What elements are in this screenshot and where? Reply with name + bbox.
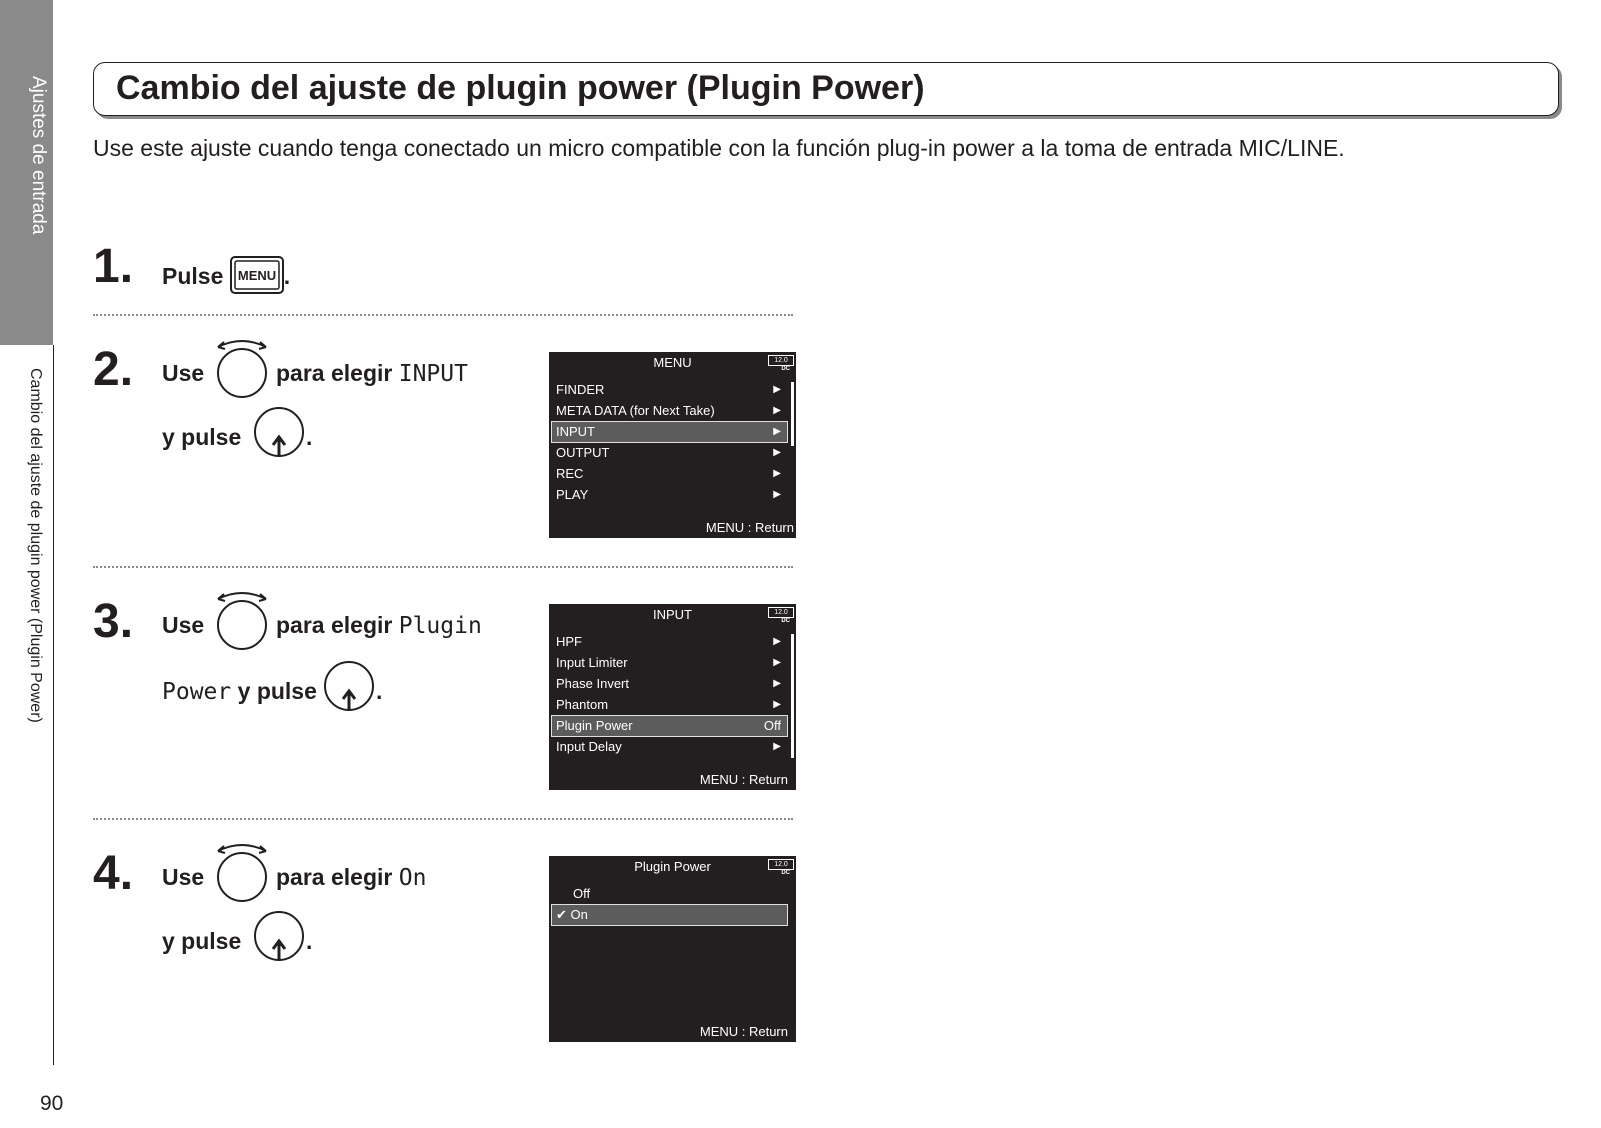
menu-item-plugin-power: Plugin Power Off — [552, 716, 787, 736]
menu-item-finder: FINDER ▶ — [552, 380, 787, 400]
page-title-box — [93, 62, 1559, 116]
dc-label: DC — [781, 366, 790, 372]
step-4-end: . — [306, 928, 313, 954]
chevron-right-icon: ▶ — [773, 489, 781, 500]
chevron-right-icon: ▶ — [773, 447, 781, 458]
step-2-line-2 — [162, 424, 241, 451]
device-screen-plugin-power — [549, 856, 796, 1042]
chevron-right-icon: ▶ — [773, 468, 781, 479]
step-2-line-1b — [276, 360, 468, 387]
chevron-right-icon: ▶ — [773, 636, 781, 647]
menu-item-input: INPUT ▶ — [552, 422, 787, 442]
menu-item-phantom: Phantom ▶ — [552, 695, 787, 715]
chevron-right-icon: ▶ — [773, 405, 781, 416]
section-label: Cambio del ajuste de plugin power (Plugin Power) — [27, 368, 44, 723]
menu-item-meta-data: META DATA (for Next Take) ▶ — [552, 401, 787, 421]
page-title: Cambio del ajuste de plugin power (Plugin Power) — [116, 69, 925, 107]
menu-item-input-delay: Input Delay ▶ — [552, 737, 787, 757]
page-number: 90 — [40, 1092, 64, 1115]
battery-icon: 12.0 — [768, 355, 794, 366]
chevron-right-icon: ▶ — [773, 678, 781, 689]
scrollbar — [791, 382, 794, 446]
step-1-instruction — [162, 256, 290, 300]
step-3-use: Use — [162, 612, 205, 638]
step-3-target: Plugin — [398, 613, 482, 639]
step-2-end: . — [306, 424, 313, 450]
step-4-line-1b — [276, 864, 426, 891]
dc-label: DC — [781, 870, 790, 876]
screen-footer: MENU : Return — [699, 772, 788, 787]
menu-key-icon — [230, 256, 284, 300]
plugin-power-value: Off — [763, 718, 781, 733]
screen-title: Plugin Power — [634, 859, 711, 874]
dial-push-icon — [252, 909, 306, 963]
menu-item-hpf: HPF ▶ — [552, 632, 787, 652]
step-1-number: 1. — [93, 240, 134, 293]
menu-item-rec: REC ▶ — [552, 464, 787, 484]
dial-push-icon — [252, 405, 306, 459]
step-separator — [93, 566, 793, 568]
rotary-dial-icon — [212, 337, 272, 399]
step-4-target: On — [398, 865, 427, 891]
screen-title: MENU — [653, 355, 692, 370]
chevron-right-icon: ▶ — [773, 657, 781, 668]
rotary-dial-icon — [212, 589, 272, 651]
menu-item-input-limiter: Input Limiter ▶ — [552, 653, 787, 673]
option-off: Off — [573, 886, 591, 901]
step-1-text: Pulse — [162, 263, 224, 290]
step-2-press: y pulse — [162, 424, 242, 450]
chevron-right-icon: ▶ — [773, 426, 781, 437]
step-3-line-1 — [162, 612, 204, 639]
chapter-tab — [0, 0, 53, 345]
step-4-line-1 — [162, 864, 204, 891]
step-2-choose: para elegir — [276, 360, 393, 386]
battery-icon: 12.0 — [768, 607, 794, 618]
intro-text: Use este ajuste cuando tenga conectado un micro compatible con la función plug-in power a la toma de entrada MIC/LINE. — [93, 135, 1345, 161]
step-3-choose: para elegir — [276, 612, 393, 638]
chapter-tab-label: Ajustes de entrada — [28, 76, 49, 235]
step-3-line-1b — [276, 612, 482, 639]
step-2-target: INPUT — [398, 361, 468, 387]
step-separator — [93, 314, 793, 316]
scrollbar — [791, 634, 794, 758]
step-separator — [93, 818, 793, 820]
step-3-line-2 — [162, 678, 317, 705]
menu-item-output: OUTPUT ▶ — [552, 443, 787, 463]
step-4-use: Use — [162, 864, 205, 890]
dc-label: DC — [781, 618, 790, 624]
step-3-end: . — [376, 678, 383, 704]
menu-key-label: MENU — [237, 268, 276, 283]
step-2-line-1 — [162, 360, 204, 387]
chevron-right-icon: ▶ — [773, 699, 781, 710]
chevron-right-icon: ▶ — [773, 384, 781, 395]
screen-footer: MENU : Return — [705, 520, 794, 535]
device-screen-menu — [549, 352, 796, 538]
rotary-dial-icon — [212, 841, 272, 903]
menu-item-play: PLAY ▶ — [552, 485, 787, 505]
step-4-line-2 — [162, 928, 241, 955]
step-2-number: 2. — [93, 343, 134, 396]
dial-push-icon — [322, 659, 376, 713]
step-2-use: Use — [162, 360, 205, 386]
device-screen-input — [549, 604, 796, 790]
step-3-number: 3. — [93, 595, 134, 648]
screen-footer: MENU : Return — [699, 1024, 788, 1039]
menu-item-phase-invert: Phase Invert ▶ — [552, 674, 787, 694]
chevron-right-icon: ▶ — [773, 741, 781, 752]
option-on: ✔ On — [552, 905, 787, 925]
step-4-press: y pulse — [162, 928, 242, 954]
step-3-target-cont: Power — [162, 679, 232, 705]
battery-icon: 12.0 — [768, 859, 794, 870]
screen-title: INPUT — [653, 607, 692, 622]
step-3-press: y pulse — [237, 678, 317, 704]
step-4-choose: para elegir — [276, 864, 393, 890]
step-4-number: 4. — [93, 847, 134, 900]
sidebar-divider — [53, 345, 54, 1065]
step-1-end: . — [283, 263, 291, 290]
